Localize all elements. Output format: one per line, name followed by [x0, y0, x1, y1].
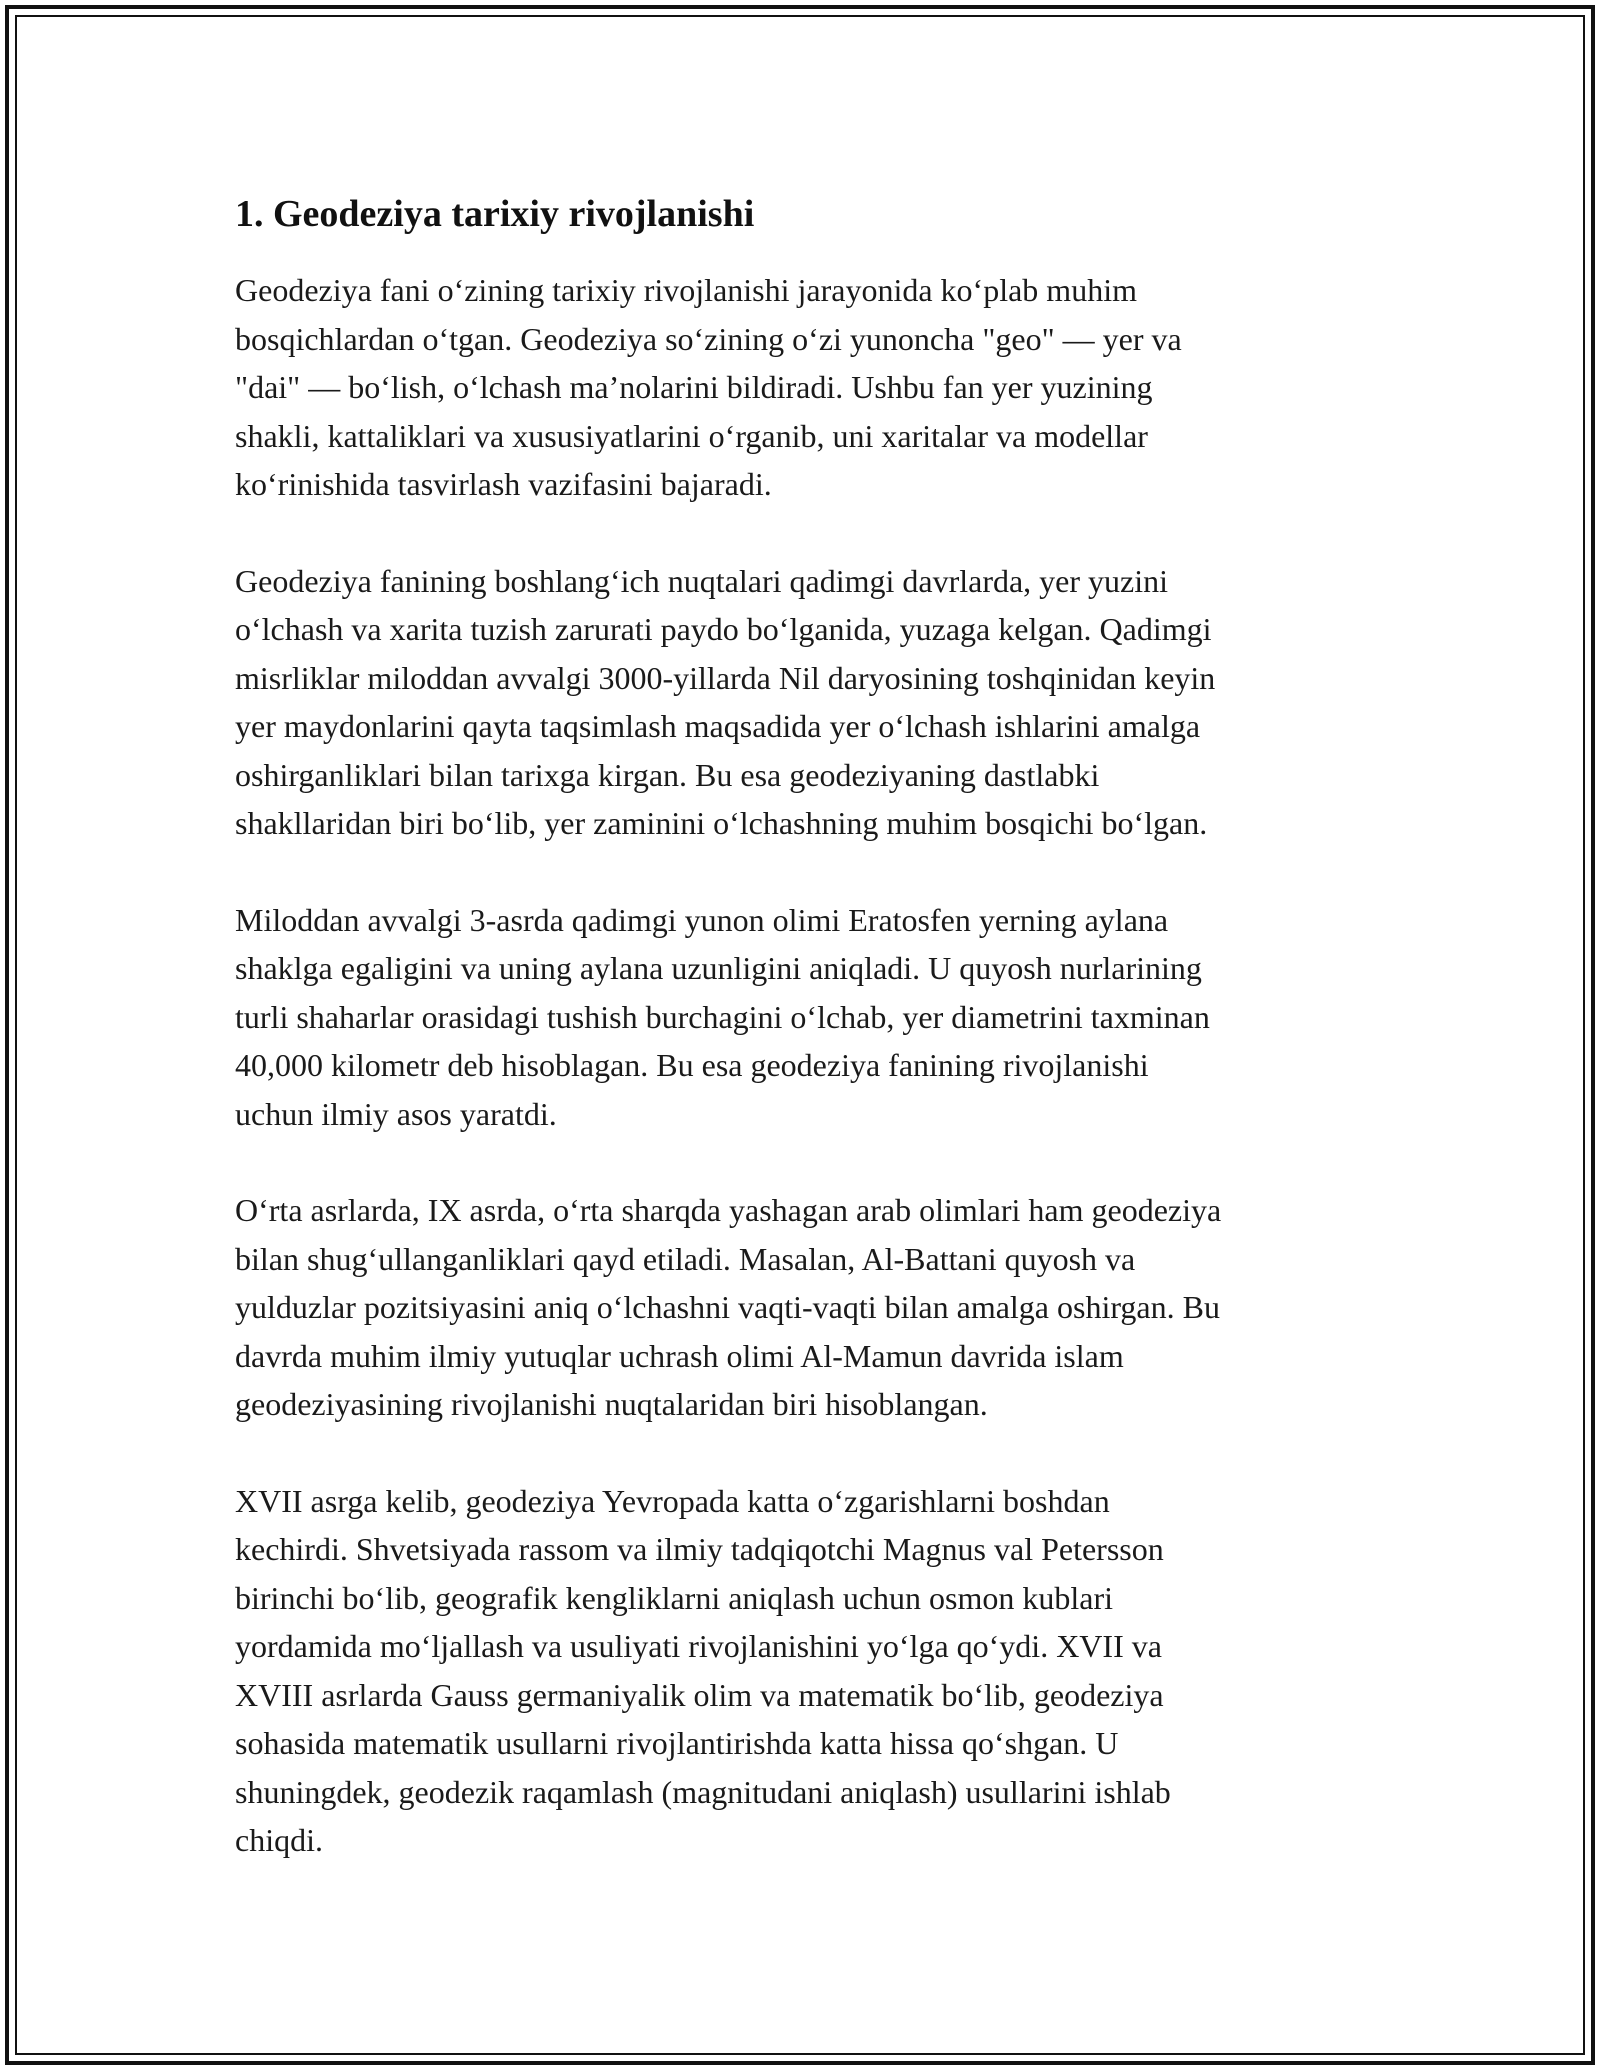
paragraph-line: shakllaridan biri bo‘lib, yer zaminini o‘lchashning muhim bosqichi bo‘lgan. — [235, 805, 1208, 841]
paragraph-line: oshirganliklari bilan tarixga kirgan. Bu esa geodeziyaning dastlabki — [235, 756, 1100, 793]
paragraph-line: bilan shug‘ullanganliklari qayd etiladi. Masalan, Al-Battani quyosh va — [235, 1240, 1136, 1277]
paragraph-line: "dai" — bo‘lish, o‘lchash ma’nolarini bildiradi. Ushbu fan yer yuzining — [235, 369, 1153, 405]
paragraph-line: o‘lchash va xarita tuzish zarurati paydo bo‘lganida, yuzaga kelgan. Qadimgi — [235, 611, 1212, 647]
paragraph-line: chiqdi. — [235, 1822, 323, 1858]
paragraph-line: davrda muhim ilmiy yutuqlar uchrash olimi Al-Mamun davrida islam — [235, 1337, 1124, 1374]
paragraph-line: XVIII asrlarda Gauss germaniyalik olim va matematik bo‘lib, geodeziya — [235, 1676, 1164, 1713]
paragraph-line: yer maydonlarini qayta taqsimlash maqsadida yer o‘lchash ishlarini amalga — [235, 708, 1201, 744]
document-body — [235, 186, 1375, 1913]
paragraph-line: uchun ilmiy asos yaratdi. — [235, 1095, 557, 1132]
paragraph-line: shaklga egaligini va uning aylana uzunligini aniqladi. U quyosh nurlarining — [235, 950, 1202, 986]
paragraph-5 — [235, 1477, 1375, 1865]
paragraph-line: yordamida mo‘ljallash va usuliyati rivojlanishini yo‘lga qo‘ydi. XVII va — [235, 1628, 1162, 1664]
paragraph-line: shuningdek, geodezik raqamlash (magnitudani aniqlash) usullarini ishlab — [235, 1773, 1171, 1810]
paragraph-line: O‘rta asrlarda, IX asrda, o‘rta sharqda yashagan arab olimlari ham geodeziya — [235, 1192, 1222, 1228]
paragraph-line: turli shaharlar orasidagi tushish burchagini o‘lchab, yer diametrini taxminan — [235, 998, 1210, 1035]
paragraph-line: XVII asrga kelib, geodeziya Yevropada katta o‘zgarishlarni boshdan — [235, 1482, 1110, 1519]
paragraph-line: 40,000 kilometr deb hisoblagan. Bu esa geodeziya fanining rivojlanishi — [235, 1047, 1149, 1083]
paragraph-line: geodeziyasining rivojlanishi nuqtalaridan biri hisoblangan. — [235, 1386, 988, 1422]
paragraph-line: sohasida matematik usullarni rivojlantirishda katta hissa qo‘shgan. U — [235, 1725, 1119, 1761]
paragraph-line: Miloddan avvalgi 3-asrda qadimgi yunon olimi Eratosfen yerning aylana — [235, 901, 1169, 938]
paragraph-line: ko‘rinishida tasvirlash vazifasini bajaradi. — [235, 466, 772, 502]
paragraph-line: Geodeziya fanining boshlang‘ich nuqtalari qadimgi davrlarda, yer yuzini — [235, 562, 1169, 599]
paragraph-line: misrliklar miloddan avvalgi 3000-yillarda Nil daryosining toshqinidan keyin — [235, 659, 1216, 696]
page-title: 1. Geodeziya tarixiy rivojlanishi — [235, 193, 755, 235]
paragraph-1 — [235, 266, 1375, 509]
paragraph-4 — [235, 1186, 1375, 1429]
paragraph-line: Geodeziya fani o‘zining tarixiy rivojlanishi jarayonida ko‘plab muhim — [235, 272, 1137, 308]
paragraph-line: yulduzlar pozitsiyasini aniq o‘lchashni vaqti-vaqti bilan amalga oshirgan. Bu — [235, 1289, 1220, 1325]
paragraph-line: kechirdi. Shvetsiyada rassom va ilmiy tadqiqotchi Magnus val Petersson — [235, 1531, 1164, 1567]
paragraph-line: bosqichlardan o‘tgan. Geodeziya so‘zining o‘zi yunoncha "geo" — yer va — [235, 320, 1182, 357]
paragraph-2 — [235, 557, 1375, 848]
paragraph-3 — [235, 896, 1375, 1139]
paragraph-line: shakli, kattaliklari va xususiyatlarini o‘rganib, uni xaritalar va modellar — [235, 417, 1148, 454]
paragraph-line: birinchi bo‘lib, geografik kengliklarni aniqlash uchun osmon kublari — [235, 1579, 1114, 1616]
